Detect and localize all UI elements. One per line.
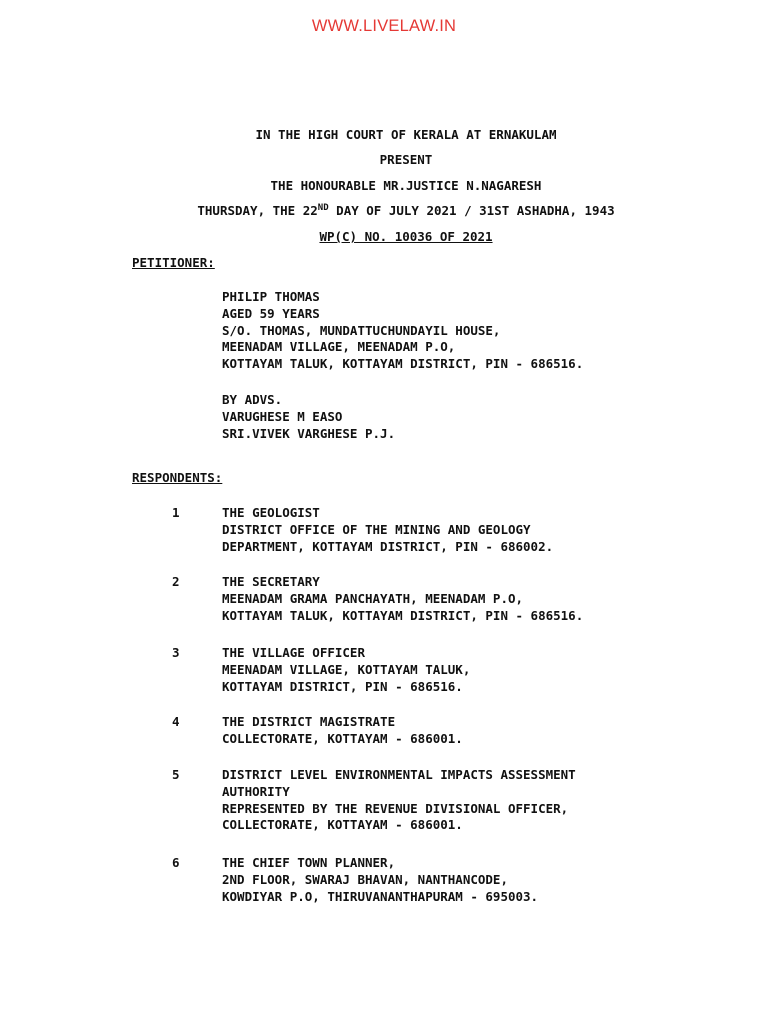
petitioner-line: S/O. THOMAS, MUNDATTUCHUNDAYIL HOUSE,: [222, 322, 501, 338]
date-superscript: ND: [317, 203, 329, 213]
petitioner-label: PETITIONER:: [132, 255, 215, 270]
respondent-line: THE VILLAGE OFFICER: [222, 645, 365, 660]
case-number: WP(C) NO. 10036 OF 2021: [319, 229, 493, 244]
advocate-line: VARUGHESE M EASO: [222, 408, 343, 424]
petitioner-line: AGED 59 YEARS: [222, 305, 320, 321]
respondent-line: THE GEOLOGIST: [222, 505, 320, 520]
respondent-line: 2ND FLOOR, SWARAJ BHAVAN, NANTHANCODE,: [222, 871, 508, 887]
date-prefix: THURSDAY, THE 22: [197, 203, 318, 218]
respondent-details: [222, 574, 583, 624]
respondent-number: 3: [172, 645, 180, 660]
court-name: IN THE HIGH COURT OF KERALA AT ERNAKULAM: [255, 127, 557, 142]
petitioner-details: [222, 289, 583, 373]
respondent-line: THE DISTRICT MAGISTRATE: [222, 714, 396, 729]
watermark-link[interactable]: WWW.LIVELAW.IN: [311, 17, 457, 35]
respondent-line: COLLECTORATE, KOTTAYAM - 686001.: [222, 817, 463, 833]
respondent-number: 4: [172, 714, 180, 729]
respondent-line: KOTTAYAM DISTRICT, PIN - 686516.: [222, 678, 463, 694]
advocate-line: SRI.VIVEK VARGHESE P.J.: [222, 425, 396, 441]
respondents-label: RESPONDENTS:: [132, 470, 223, 485]
date-suffix: DAY OF JULY 2021 / 31ST ASHADHA, 1943: [328, 203, 615, 218]
respondent-number: 2: [172, 574, 180, 589]
respondent-number: 5: [172, 767, 180, 782]
petitioner-advocates: [222, 392, 395, 442]
respondent-line: KOTTAYAM TALUK, KOTTAYAM DISTRICT, PIN - 686516.: [222, 607, 584, 623]
respondent-details: [222, 505, 553, 555]
respondent-line: DEPARTMENT, KOTTAYAM DISTRICT, PIN - 686002.: [222, 538, 554, 554]
respondent-line: MEENADAM VILLAGE, KOTTAYAM TALUK,: [222, 661, 471, 677]
present-label: PRESENT: [379, 152, 433, 167]
respondent-line: DISTRICT LEVEL ENVIRONMENTAL IMPACTS ASSESSMENT: [222, 767, 576, 782]
respondent-line: MEENADAM GRAMA PANCHAYATH, MEENADAM P.O,: [222, 590, 524, 606]
respondent-number: 1: [172, 505, 180, 520]
respondent-line: THE CHIEF TOWN PLANNER,: [222, 855, 396, 870]
petitioner-line: KOTTAYAM TALUK, KOTTAYAM DISTRICT, PIN - 686516.: [222, 356, 584, 372]
judge-name: THE HONOURABLE MR.JUSTICE N.NAGARESH: [270, 178, 542, 193]
respondent-details: [222, 714, 463, 748]
petitioner-line: PHILIP THOMAS: [222, 289, 320, 304]
advocate-line: BY ADVS.: [222, 392, 283, 407]
respondent-line: THE SECRETARY: [222, 574, 320, 589]
respondent-number: 6: [172, 855, 180, 870]
respondent-line: COLLECTORATE, KOTTAYAM - 686001.: [222, 730, 463, 746]
respondent-line: REPRESENTED BY THE REVENUE DIVISIONAL OFFICER,: [222, 800, 569, 816]
hearing-date: [0, 203, 768, 218]
respondent-line: DISTRICT OFFICE OF THE MINING AND GEOLOGY: [222, 521, 531, 537]
respondent-details: [222, 855, 538, 905]
respondent-line: KOWDIYAR P.O, THIRUVANANTHAPURAM - 695003.: [222, 888, 539, 904]
petitioner-line: MEENADAM VILLAGE, MEENADAM P.O,: [222, 339, 456, 355]
respondent-details: [222, 645, 470, 695]
respondent-line: AUTHORITY: [222, 783, 290, 799]
respondent-details: [222, 767, 576, 834]
